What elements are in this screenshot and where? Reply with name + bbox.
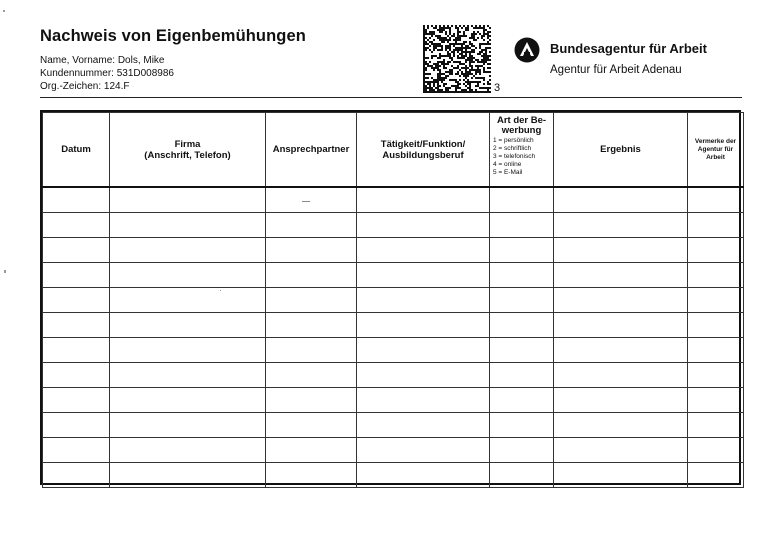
table-cell[interactable]: [688, 288, 744, 313]
table-row: [43, 388, 744, 413]
table-cell[interactable]: [357, 413, 490, 438]
table-cell[interactable]: [490, 313, 554, 338]
scan-speck: [3, 10, 5, 12]
table-cell[interactable]: [43, 363, 110, 388]
table-row: [43, 338, 744, 363]
table-cell[interactable]: [554, 263, 688, 288]
table-cell[interactable]: [688, 438, 744, 463]
ba-logo-icon: [514, 37, 540, 63]
table-cell[interactable]: [266, 463, 357, 488]
table-row: [43, 187, 744, 213]
table-cell[interactable]: [490, 238, 554, 263]
table-cell[interactable]: [110, 263, 266, 288]
org-code-line: Org.-Zeichen: 124.F: [40, 81, 130, 92]
table-cell[interactable]: [110, 413, 266, 438]
scan-speck: [220, 290, 221, 291]
scan-speck: [4, 270, 6, 273]
table-cell[interactable]: [266, 313, 357, 338]
header-ergebnis: Ergebnis: [554, 113, 688, 188]
table-cell[interactable]: [554, 288, 688, 313]
table-cell[interactable]: [110, 187, 266, 213]
table-cell[interactable]: [266, 263, 357, 288]
table-cell[interactable]: [110, 363, 266, 388]
table-row: [43, 313, 744, 338]
table-cell[interactable]: [554, 463, 688, 488]
applications-table: [40, 110, 741, 485]
table-cell[interactable]: [554, 238, 688, 263]
table-cell[interactable]: [43, 463, 110, 488]
header-ansprechpartner: Ansprechpartner: [266, 113, 357, 188]
table-cell[interactable]: [266, 187, 357, 213]
table-cell[interactable]: [110, 438, 266, 463]
table-cell[interactable]: [357, 388, 490, 413]
table-cell[interactable]: [357, 238, 490, 263]
table-cell[interactable]: [490, 288, 554, 313]
pen-mark: [302, 201, 310, 202]
datamatrix-code: [423, 25, 491, 93]
table-cell[interactable]: [110, 288, 266, 313]
table-cell[interactable]: [357, 438, 490, 463]
table-cell[interactable]: [266, 363, 357, 388]
table-cell[interactable]: [688, 413, 744, 438]
application-type-legend: 1 = persönlich 2 = schriftlich 3 = telefonisch 4 = online 5 = E-Mail: [493, 137, 536, 176]
name-line: Name, Vorname: Dols, Mike: [40, 55, 165, 66]
table-cell[interactable]: [110, 313, 266, 338]
table-cell[interactable]: [110, 388, 266, 413]
header-art-der-bewerbung: Art der Be- werbung 1 = persönlich 2 = schriftlich 3 = telefonisch 4 = online 5 = E-Mail: [490, 113, 554, 188]
table-cell[interactable]: [490, 413, 554, 438]
table-cell[interactable]: [43, 338, 110, 363]
table-cell[interactable]: [688, 313, 744, 338]
table-cell[interactable]: [266, 438, 357, 463]
table-cell[interactable]: [266, 238, 357, 263]
table-row: [43, 213, 744, 238]
table-cell[interactable]: [110, 213, 266, 238]
header-divider: [40, 97, 742, 98]
table-cell[interactable]: [554, 313, 688, 338]
table-cell[interactable]: [554, 438, 688, 463]
table-cell[interactable]: [554, 187, 688, 213]
header-datum: Datum: [43, 113, 110, 188]
table-cell[interactable]: [554, 363, 688, 388]
table-cell[interactable]: [43, 213, 110, 238]
table-cell[interactable]: [490, 338, 554, 363]
table-cell[interactable]: [554, 213, 688, 238]
table-cell[interactable]: [43, 388, 110, 413]
table-row: [43, 363, 744, 388]
table-cell[interactable]: [357, 263, 490, 288]
table-row: [43, 238, 744, 263]
table-cell[interactable]: [688, 388, 744, 413]
table-row: [43, 438, 744, 463]
table-cell[interactable]: [688, 338, 744, 363]
table-cell[interactable]: [688, 363, 744, 388]
table-cell[interactable]: [357, 463, 490, 488]
table-cell[interactable]: [110, 238, 266, 263]
table-cell[interactable]: [688, 187, 744, 213]
table-body: [43, 187, 744, 488]
header-vermerke: Vermerke der Agentur für Arbeit: [688, 113, 744, 188]
table-row: [43, 263, 744, 288]
table-cell[interactable]: [490, 388, 554, 413]
table-row: [43, 413, 744, 438]
agency-name: Bundesagentur für Arbeit: [550, 41, 707, 56]
customer-number-line: Kundennummer: 531D008986: [40, 68, 174, 79]
agency-office: Agentur für Arbeit Adenau: [550, 64, 682, 76]
table-cell[interactable]: [43, 263, 110, 288]
table-cell[interactable]: [43, 413, 110, 438]
table-cell[interactable]: [357, 363, 490, 388]
table-cell[interactable]: [357, 313, 490, 338]
table-cell[interactable]: [357, 187, 490, 213]
table-cell[interactable]: [357, 338, 490, 363]
table-cell[interactable]: [554, 413, 688, 438]
table-cell[interactable]: [490, 263, 554, 288]
table-cell[interactable]: [110, 463, 266, 488]
table-cell[interactable]: [357, 288, 490, 313]
header-firma: Firma (Anschrift, Telefon): [110, 113, 266, 188]
table-cell[interactable]: [266, 213, 357, 238]
table-cell[interactable]: [688, 263, 744, 288]
table-cell[interactable]: [357, 213, 490, 238]
table-header-row: [43, 113, 744, 188]
header-taetigkeit: Tätigkeit/Funktion/ Ausbildungsberuf: [357, 113, 490, 188]
table-cell[interactable]: [490, 438, 554, 463]
table-cell[interactable]: [110, 338, 266, 363]
table-cell[interactable]: [688, 463, 744, 488]
page-number: 3: [494, 82, 501, 94]
table-cell[interactable]: [43, 288, 110, 313]
table-cell[interactable]: [688, 213, 744, 238]
table-cell[interactable]: [266, 338, 357, 363]
table-cell[interactable]: [43, 238, 110, 263]
table-cell[interactable]: [266, 413, 357, 438]
table-cell[interactable]: [490, 187, 554, 213]
table-row: [43, 463, 744, 488]
form-title: Nachweis von Eigenbemühungen: [40, 27, 306, 45]
table-cell[interactable]: [688, 238, 744, 263]
table-cell[interactable]: [43, 187, 110, 213]
table-cell[interactable]: [43, 313, 110, 338]
table-cell[interactable]: [490, 363, 554, 388]
table-cell[interactable]: [43, 438, 110, 463]
table-cell[interactable]: [266, 288, 357, 313]
table-cell[interactable]: [490, 213, 554, 238]
table-cell[interactable]: [554, 388, 688, 413]
table-row: [43, 288, 744, 313]
applicant-info: [40, 54, 174, 93]
table-cell[interactable]: [266, 388, 357, 413]
table-cell[interactable]: [490, 463, 554, 488]
table-cell[interactable]: [554, 338, 688, 363]
